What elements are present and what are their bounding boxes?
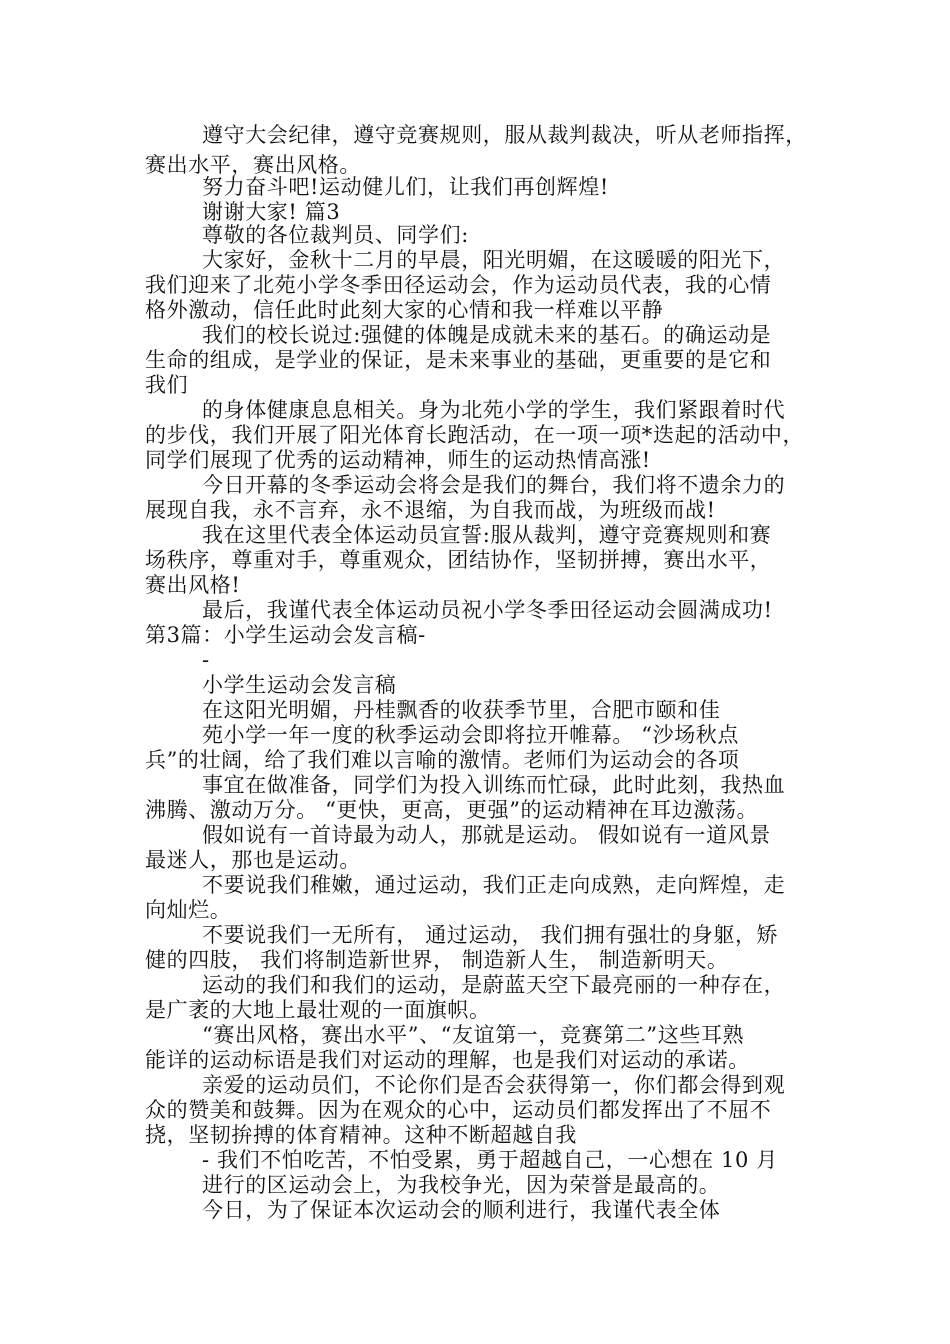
text-line: 最后，我谨代表全体运动员祝小学冬季田径运动会圆满成功! (202, 598, 773, 622)
text-line: 事宜在做准备，同学们为投入训练而忙碌，此时此刻，我热血 (202, 773, 786, 797)
text-line: 不要说我们稚嫩，通过运动，我们正走向成熟，走向辉煌，走 (202, 873, 786, 897)
text-line: 沸腾、激动万分。 “更快，更高，更强”的运动精神在耳边激荡。 (145, 798, 759, 822)
text-line: - (202, 648, 210, 672)
text-line: 苑小学一年一度的秋季运动会即将拉开帷幕。 “沙场秋点 (202, 723, 740, 747)
text-line: 生命的组成，是学业的保证，是未来事业的基础，更重要的是它和 (145, 348, 772, 372)
text-line: 是广袤的大地上最壮观的一面旗帜。 (145, 998, 491, 1022)
text-line: 我们 (145, 373, 189, 397)
text-line: 能详的运动标语是我们对运动的理解，也是我们对运动的承诺。 (145, 1048, 750, 1072)
text-line: 遵守大会纪律，遵守竞赛规则，服从裁判裁决，听从老师指挥， (202, 123, 807, 147)
text-line: 同学们展现了优秀的运动精神，师生的运动热情高涨! (145, 448, 651, 472)
text-line: 格外激动，信任此时此刻大家的心情和我一样难以平静 (145, 298, 664, 322)
text-line: 健的四肢， 我们将制造新世界， 制造新人生， 制造新明天。 (145, 948, 729, 972)
text-line: 今日开幕的冬季运动会将会是我们的舞台，我们将不遗余力的 (202, 473, 786, 497)
text-line: 尊敬的各位裁判员、同学们: (202, 223, 469, 247)
text-line: 第3篇：小学生运动会发言稿- (145, 623, 426, 647)
text-line: 今日，为了保证本次运动会的顺利进行，我谨代表全体 (202, 1198, 721, 1222)
text-line: - 我们不怕吃苦，不怕受累，勇于超越自己，一心想在 10 月 (202, 1148, 778, 1172)
text-line: 谢谢大家! 篇3 (202, 200, 341, 224)
text-line: 场秩序，尊重对手，尊重观众，团结协作，坚韧拼搏，赛出水平， (145, 548, 772, 572)
text-line: 运动的我们和我们的运动，是蔚蓝天空下最亮丽的一种存在， (202, 973, 786, 997)
text-line: 挠，坚韧拚搏的体育精神。这种不断超越自我 (145, 1123, 577, 1147)
text-line: 亲爱的运动员们，不论你们是否会获得第一，你们都会得到观 (202, 1073, 786, 1097)
text-line: 进行的区运动会上，为我校争光，因为荣誉是最高的。 (202, 1173, 721, 1197)
text-line: 兵”的壮阔，给了我们难以言喻的激情。老师们为运动会的各项 (145, 748, 740, 772)
text-line: 我们的校长说过:强健的体魄是成就未来的基石。的确运动是 (202, 323, 772, 347)
text-line: 的步伐，我们开展了阳光体育长跑活动，在一项一项*迭起的活动中， (145, 423, 805, 447)
text-line: 我们迎来了北苑小学冬季田径运动会，作为运动员代表，我的心情 (145, 273, 772, 297)
text-line: 我在这里代表全体运动员宣誓:服从裁判，遵守竞赛规则和赛 (202, 523, 772, 547)
text-line: 不要说我们一无所有， 通过运动， 我们拥有强壮的身躯，矫 (202, 923, 779, 947)
text-line: “赛出风格，赛出水平”、“友谊第一，竞赛第二”这些耳熟 (202, 1023, 745, 1047)
text-line: 假如说有一首诗最为动人，那就是运动。 假如说有一道风景 (202, 823, 771, 847)
text-line: 赛出水平，赛出风格。 (145, 153, 361, 177)
text-line: 向灿烂。 (145, 898, 232, 922)
text-line: 最迷人，那也是运动。 (145, 848, 361, 872)
text-line: 小学生运动会发言稿 (202, 673, 397, 697)
text-line: 展现自我，永不言弃，永不退缩，为自我而战，为班级而战! (145, 498, 716, 522)
text-line: 的身体健康息息相关。身为北苑小学的学生，我们紧跟着时代 (202, 398, 786, 422)
text-line: 在这阳光明媚，丹桂飘香的收获季节里，合肥市颐和佳 (202, 698, 721, 722)
text-line: 赛出风格! (145, 573, 241, 597)
text-line: 众的赞美和鼓舞。因为在观众的心中，运动员们都发挥出了不屈不 (145, 1098, 772, 1122)
text-line: 努力奋斗吧!运动健儿们，让我们再创辉煌! (202, 175, 609, 199)
text-line: 大家好，金秋十二月的早晨，阳光明媚，在这暖暖的阳光下， (202, 248, 786, 272)
